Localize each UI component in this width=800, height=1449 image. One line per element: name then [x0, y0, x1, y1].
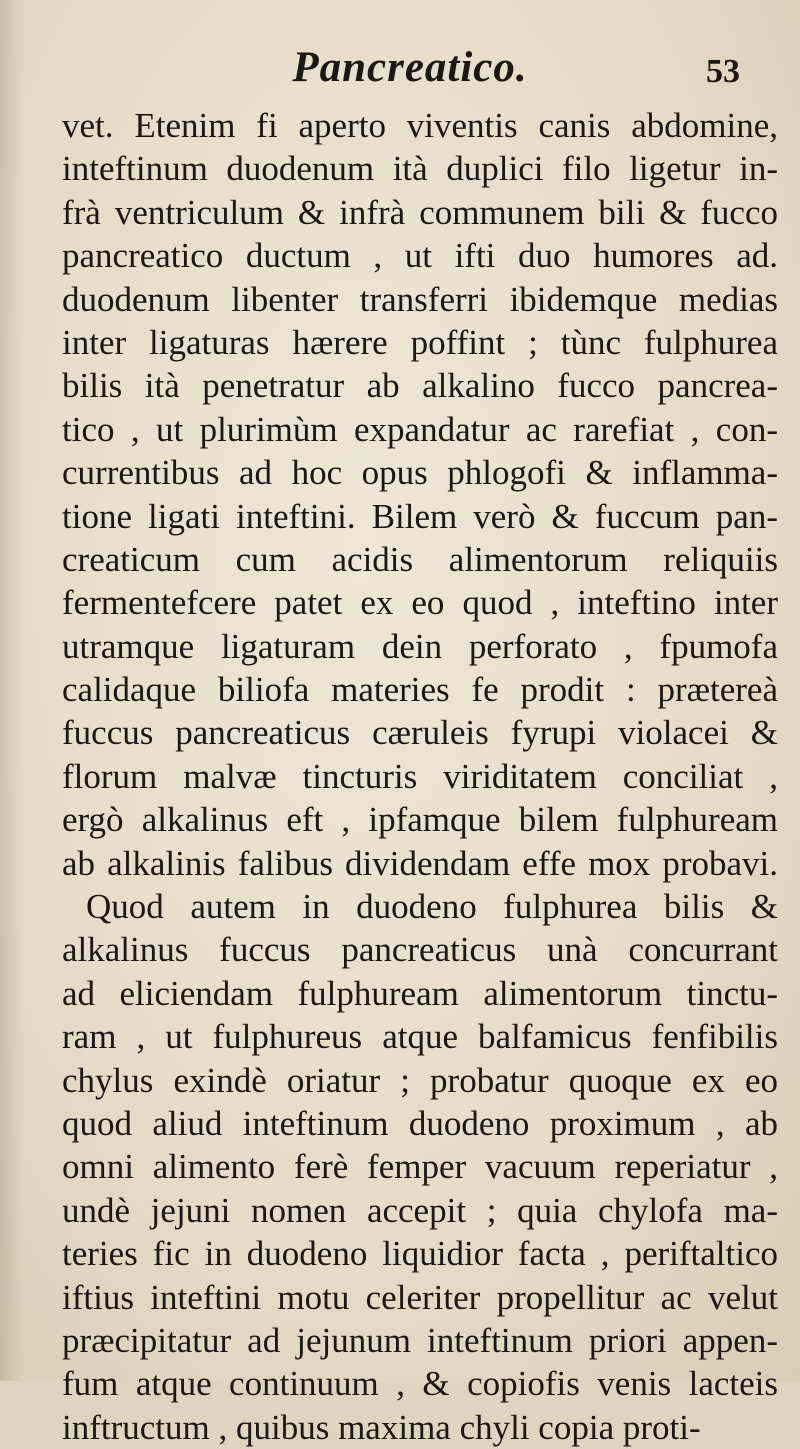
gutter-shadow — [0, 0, 24, 1381]
text-line: ergò alkalinus eft , ipfamque bilem fulphuream — [62, 800, 778, 840]
text-line: creaticum cum acidis alimentorum reliquiis — [62, 539, 778, 579]
text-line: inter ligaturas hærere poffint ; tùnc fulphurea — [62, 322, 778, 362]
text-line: omni alimento ferè femper vacuum reperiatur , — [62, 1147, 778, 1187]
text-line: iftius inteftini motu celeriter propellitur ac velut — [62, 1277, 778, 1317]
page-number: 53 — [706, 53, 740, 90]
text-line: alkalinus fuccus pancreaticus unà concurrant — [62, 930, 778, 970]
text-line: inteftinum duodenum ità duplici filo ligetur in- — [62, 149, 778, 189]
text-line: teries fic in duodeno liquidior facta , periftaltico — [62, 1234, 778, 1274]
text-line: inftructum , quibus maxima chyli copia proti- — [62, 1407, 701, 1447]
text-line: calidaque biliofa materies fe prodit : prætereà — [62, 670, 778, 710]
text-line: frà ventriculum & infrà communem bili & fucco — [62, 192, 778, 232]
body-text — [58, 104, 778, 1449]
text-line: Quod autem in duodeno fulphurea bilis & — [86, 887, 778, 927]
text-line: ad eliciendam fulphuream alimentorum tinctu- — [62, 973, 778, 1013]
text-line: fermentefcere patet ex eo quod , inteftino inter — [62, 583, 778, 623]
text-line: pancreatico ductum , ut ifti duo humores ad. — [62, 236, 778, 276]
text-line: ab alkalinis falibus dividendam effe mox probavi. — [62, 843, 778, 883]
text-line: fum atque continuum , & copiofis venis lacteis — [62, 1364, 778, 1404]
text-line: quod aliud inteftinum duodeno proximum , ab — [62, 1103, 778, 1143]
text-line: tico , ut plurimùm expandatur ac rarefiat , con- — [62, 409, 778, 449]
running-title: Pancreatico. — [292, 44, 528, 91]
text-line: utramque ligaturam dein perforato , fpumofa — [62, 626, 778, 666]
text-line: currentibus ad hoc opus phlogofi & inflamma- — [62, 453, 778, 493]
text-line: chylus exindè oriatur ; probatur quoque ex eo — [62, 1060, 778, 1100]
text-line: bilis ità penetratur ab alkalino fucco pancrea- — [62, 366, 778, 406]
text-line: tione ligati inteftini. Bilem verò & fuccum pan- — [62, 496, 778, 536]
text-line: vet. Etenim fi aperto viventis canis abdomine, — [62, 106, 778, 145]
text-line: ram , ut fulphureus atque balfamicus fenfibilis — [62, 1017, 778, 1057]
text-line: duodenum libenter transferri ibidemque medias — [62, 279, 778, 319]
text-line: præcipitatur ad jejunum inteftinum priori appen- — [62, 1320, 778, 1360]
text-line: undè jejuni nomen accepit ; quia chylofa ma- — [62, 1190, 778, 1230]
text-line: fuccus pancreaticus cæruleis fyrupi violacei & — [62, 713, 778, 753]
text-line: florum malvæ tincturis viriditatem conciliat , — [62, 756, 778, 796]
page-header — [0, 40, 800, 100]
